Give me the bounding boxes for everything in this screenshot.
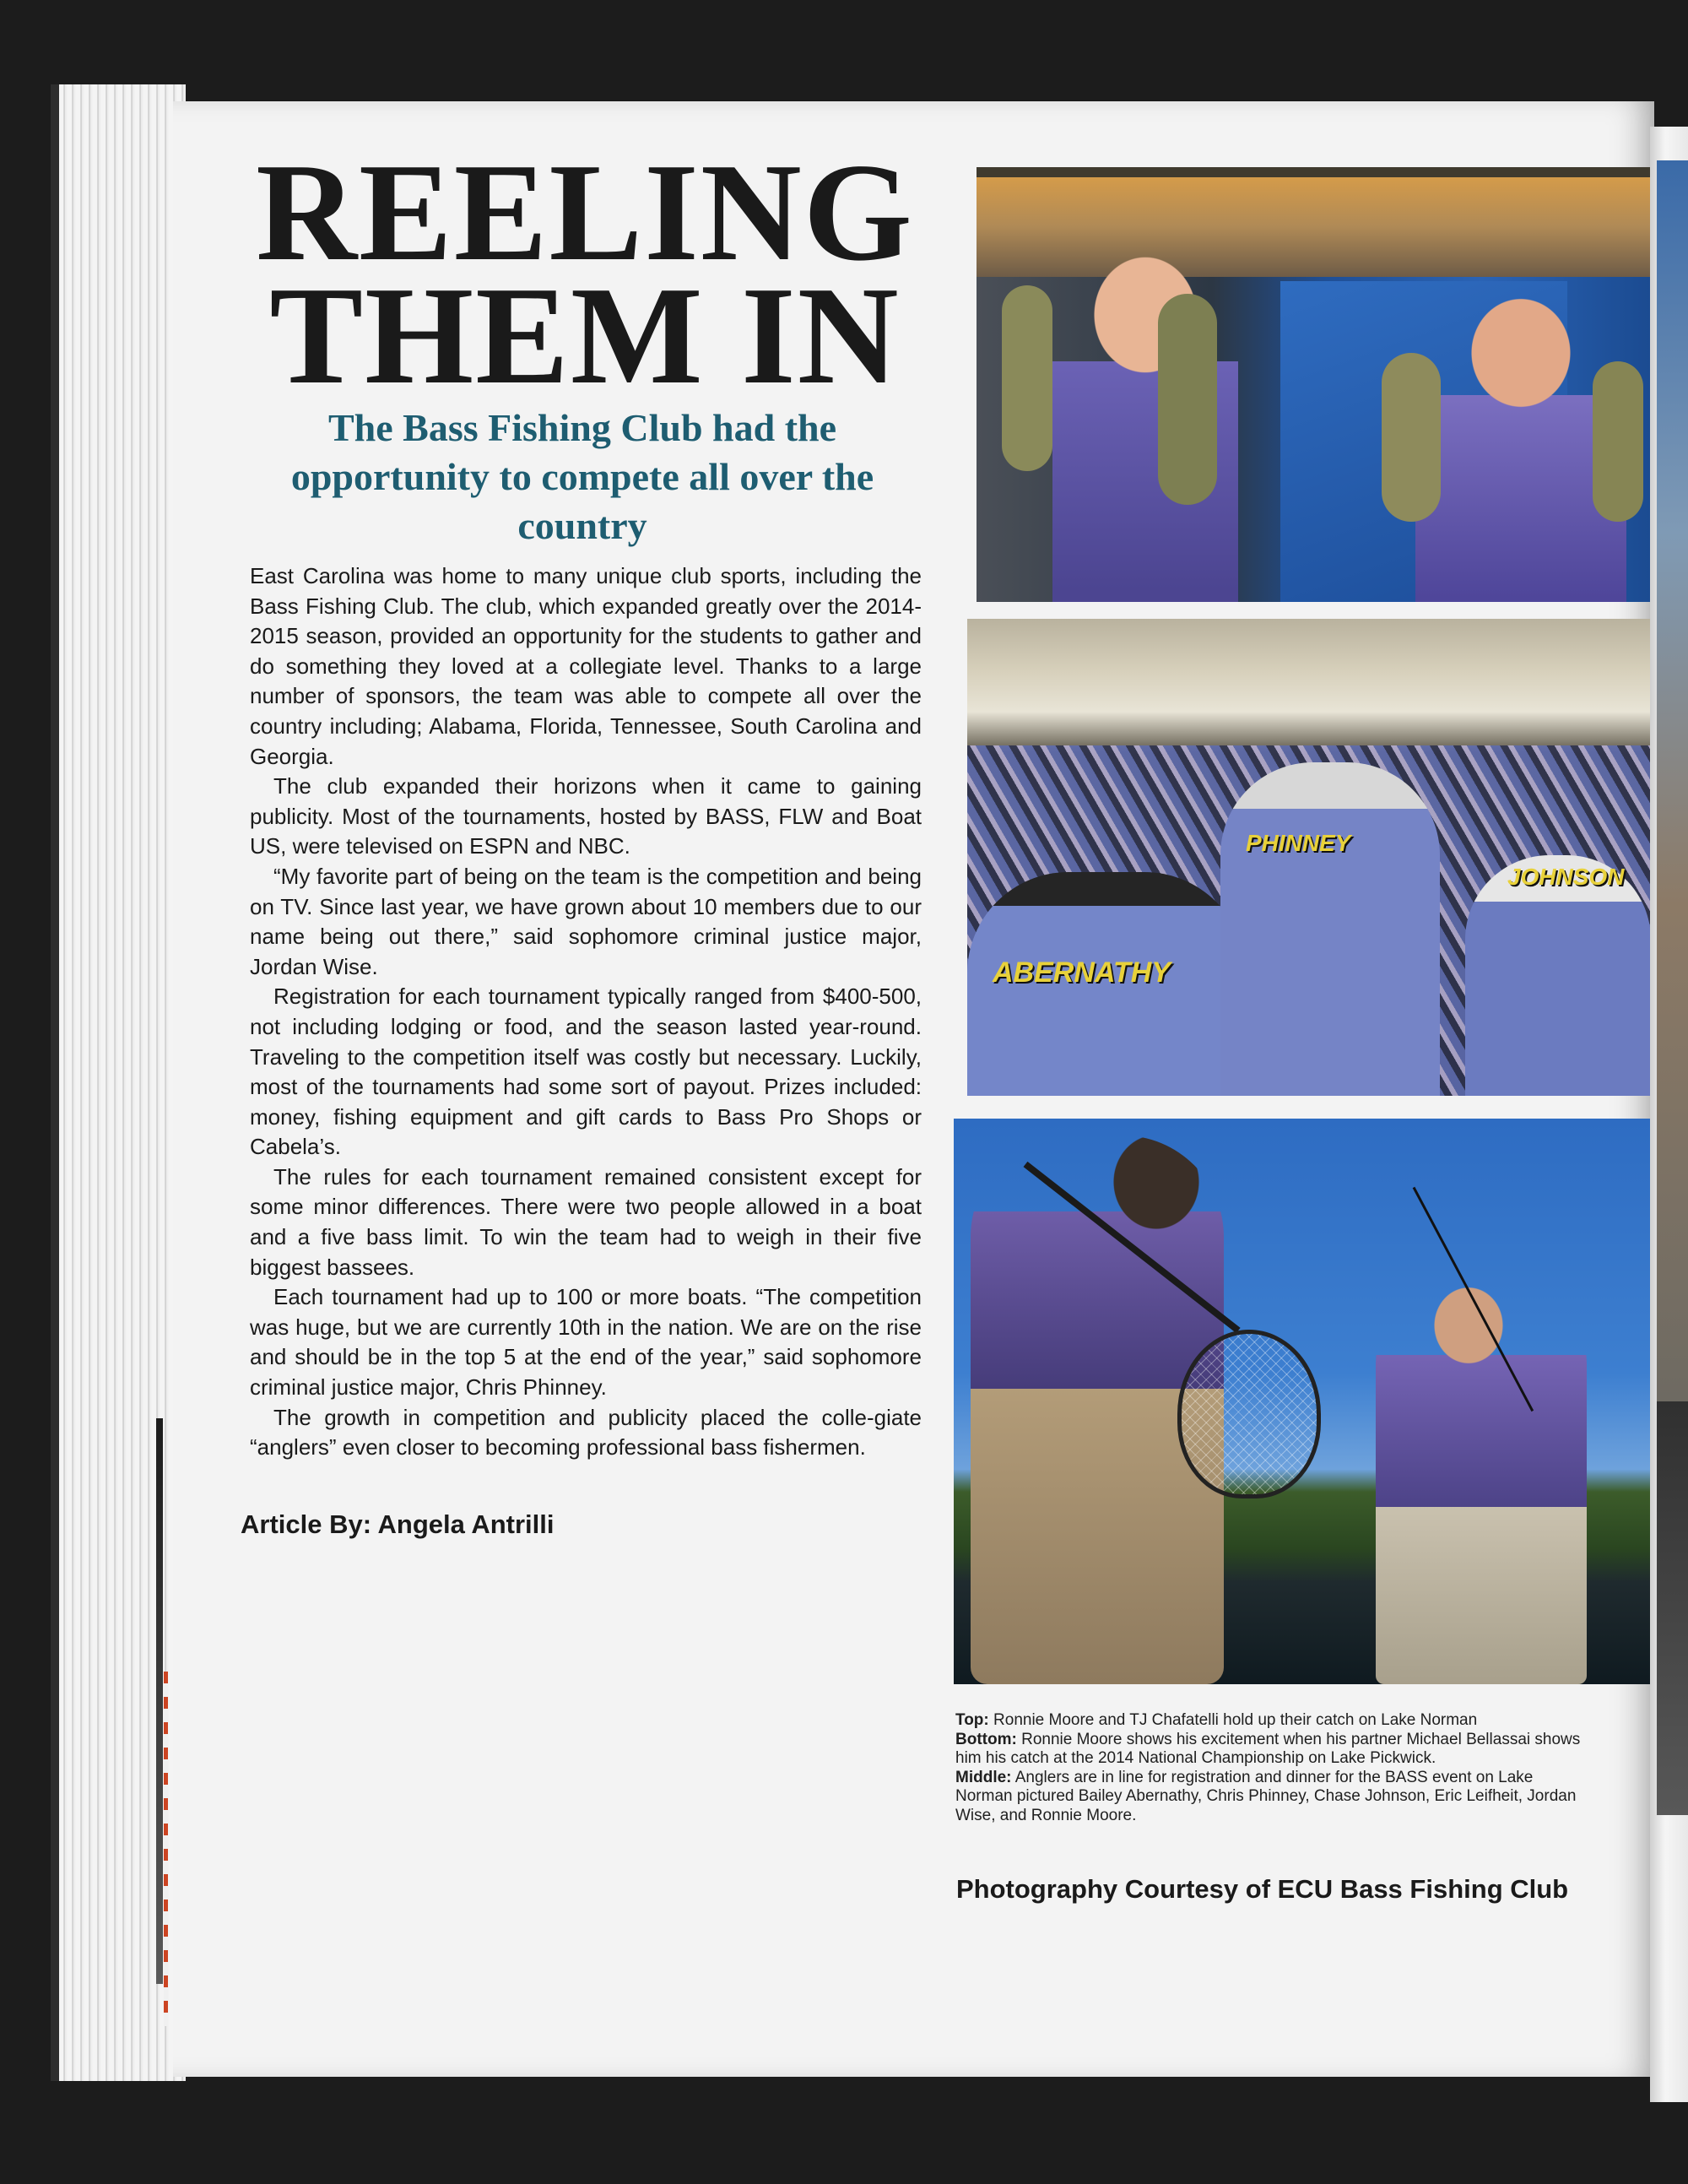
caption-label: Bottom: [955, 1730, 1017, 1748]
caption-label: Top: [955, 1711, 989, 1729]
angler-back [1220, 762, 1440, 1096]
article-body [250, 561, 922, 1463]
article-paragraph: The rules for each tournament remained consistent except for some minor differences. There were two people allowed in a boat and a five bass limit. To win the team had to weigh in their five biggest bassees. [250, 1163, 922, 1280]
article-paragraph: Registration for each tournament typically ranged from $400-500, not including lodging or food, and the season lasted year-round. Traveling to the competition itself was costly but necessary. Luckily, most of the tournaments had some sort of payout. Prizes included: money, fishing equipment and gift cards to Bass Pro Shops or Cabela’s. [250, 984, 922, 1160]
photo-credit: Photography Courtesy of ECU Bass Fishing Club [956, 1874, 1569, 1904]
headline-line: REELING [256, 134, 914, 290]
photo-captions [955, 1711, 1584, 1825]
article-byline: Article By: Angela Antrilli [241, 1509, 555, 1539]
caption-text: Ronnie Moore and TJ Chafatelli hold up their catch on Lake Norman [993, 1711, 1478, 1729]
bass-fish [1382, 353, 1441, 522]
headline [243, 134, 927, 413]
jersey-name: JOHNSON [1507, 864, 1625, 890]
bass-fish [1593, 361, 1643, 522]
spine-accent [156, 1418, 163, 1984]
jersey-name: PHINNEY [1246, 830, 1351, 856]
article-paragraph: The growth in competition and publicity placed the colle-giate “anglers” even closer to becoming professional bass fishermen. [250, 1404, 922, 1461]
article-paragraph: The club expanded their horizons when it came to gaining publicity. Most of the tournaments, hosted by BASS, FLW and Boat US, were televised on ESPN and NBC. [250, 773, 922, 859]
caption [955, 1769, 1584, 1826]
book-page-stack [51, 84, 186, 2081]
article-paragraph: “My favorite part of being on the team is the competition and being on TV. Since last year, we have grown about 10 members due to our name being out there,” said sophomore criminal justice major, Jordan Wise. [250, 863, 922, 979]
next-page-edge [1650, 127, 1688, 2102]
caption [955, 1731, 1584, 1769]
caption [955, 1711, 1584, 1731]
jersey-name: ABERNATHY [993, 957, 1171, 989]
article-paragraph: Each tournament had up to 100 or more boats. “The competition was huge, but we are currently 10th in the nation. We are on the rise and should be in the top 5 at the end of the year,” said sophomore criminal justice major, Chris Phinney. [250, 1284, 922, 1401]
bass-fish [1002, 285, 1052, 471]
spine-accent-stripes [164, 1672, 168, 2026]
subheadline: The Bass Fishing Club had the opportunity to compete all over the country [290, 406, 874, 547]
caption-text: Ronnie Moore shows his excitement when his partner Michael Bellassai shows him his catch at the 2014 National Championship on Lake Pickwick. [955, 1730, 1581, 1767]
photo-bottom-netting-catch [954, 1119, 1650, 1684]
angler-back [1465, 855, 1650, 1096]
photo-middle-registration-line [967, 619, 1650, 1096]
bass-fish [1158, 294, 1217, 505]
article-paragraph: East Carolina was home to many unique club sports, including the Bass Fishing Club. The club, which expanded greatly over the 2014-2015 season, provided an opportunity for the students to gather and do something they loved at a collegiate level. Thanks to a large number of sponsors, the team was able to compete all over the country including; Alabama, Florida, Tennessee, South Carolina and Georgia. [250, 563, 922, 769]
caption-label: Middle: [955, 1768, 1012, 1786]
caption-text: Anglers are in line for registration and dinner for the BASS event on Lake Norman pictured Bailey Abernathy, Chris Phinney, Chase Johnson, Eric Leifheit, Jordan Wise, and Ronnie Moore. [955, 1768, 1577, 1824]
headline-line: THEM IN [269, 257, 901, 413]
next-page-photo [1657, 1401, 1688, 1815]
photo-top-anglers-holding-bass [977, 167, 1650, 602]
angler-figure [1376, 1287, 1587, 1684]
next-page-photo [1657, 160, 1688, 1401]
landing-net [1177, 1330, 1321, 1498]
